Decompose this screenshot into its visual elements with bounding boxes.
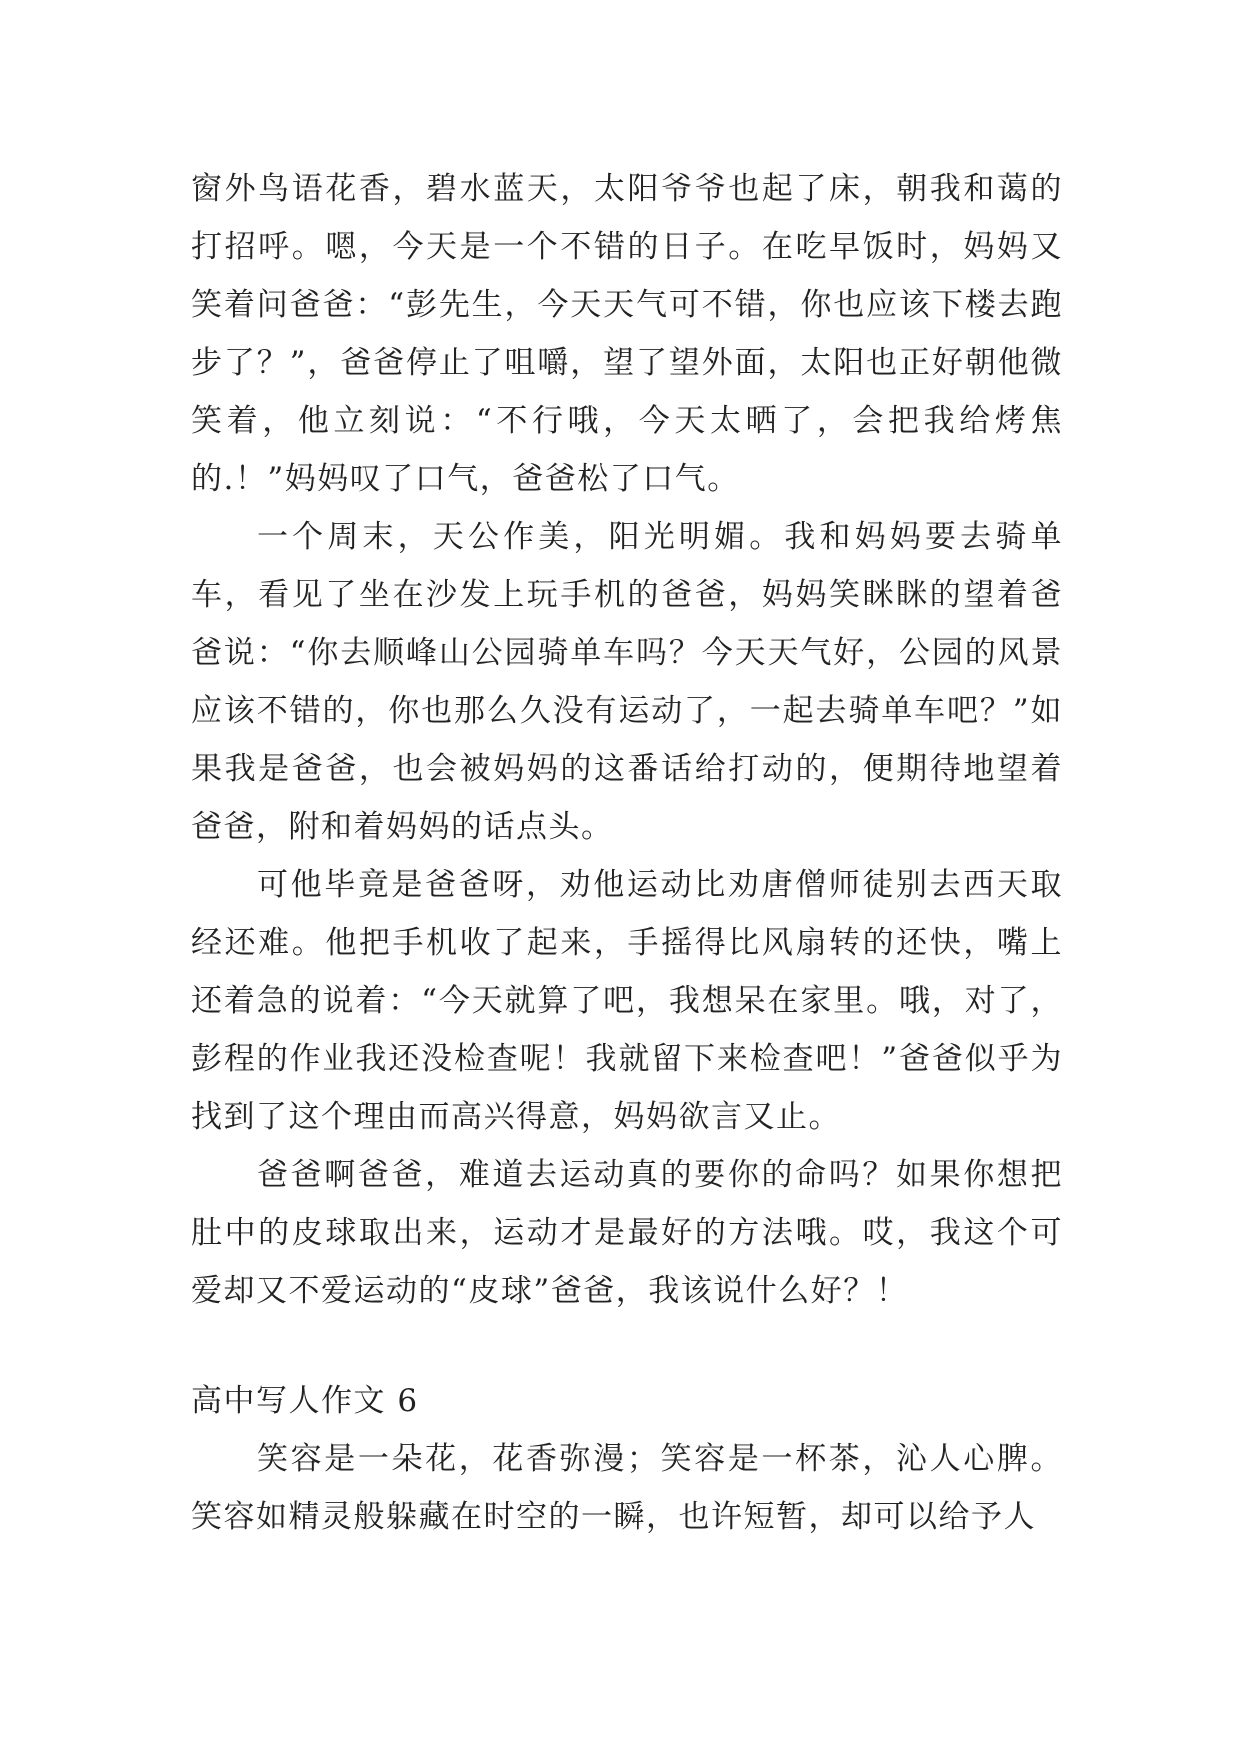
document-body (191, 160, 1063, 1546)
paragraph-5: 笑容是一朵花，花香弥漫；笑容是一杯茶，沁人心脾。笑容如精灵般躲藏在时空的一瞬，也许短暂，却可以给予人 (191, 1441, 1063, 1535)
section-heading: 高中写人作文 6 (191, 1383, 419, 1419)
paragraph-1: 窗外鸟语花香，碧水蓝天，太阳爷爷也起了床，朝我和蔼的打招呼。嗯，今天是一个不错的日子。在吃早饭时，妈妈又笑着问爸爸：“彭先生，今天天气可不错，你也应该下楼去跑步了？”，爸爸停止了咀嚼，望了望外面，太阳也正好朝他微笑着，他立刻说：“不行哦，今天太晒了，会把我给烤焦的.！”妈妈叹了口气，爸爸松了口气。 (191, 171, 1063, 497)
paragraph-4: 爸爸啊爸爸，难道去运动真的要你的命吗？如果你想把肚中的皮球取出来，运动才是最好的方法哦。哎，我这个可爱却又不爱运动的“皮球”爸爸，我该说什么好？！ (191, 1157, 1063, 1309)
paragraph-2: 一个周末，天公作美，阳光明媚。我和妈妈要去骑单车，看见了坐在沙发上玩手机的爸爸，妈妈笑眯眯的望着爸爸说：“你去顺峰山公园骑单车吗？今天天气好，公园的风景应该不错的，你也那么久没有运动了，一起去骑单车吧？”如果我是爸爸，也会被妈妈的这番话给打动的，便期待地望着爸爸，附和着妈妈的话点头。 (191, 519, 1063, 845)
paragraph-3: 可他毕竟是爸爸呀，劝他运动比劝唐僧师徒别去西天取经还难。他把手机收了起来，手摇得比风扇转的还快，嘴上还着急的说着：“今天就算了吧，我想呆在家里。哦，对了，彭程的作业我还没检查呢！我就留下来检查吧！”爸爸似乎为找到了这个理由而高兴得意，妈妈欲言又止。 (191, 867, 1063, 1135)
